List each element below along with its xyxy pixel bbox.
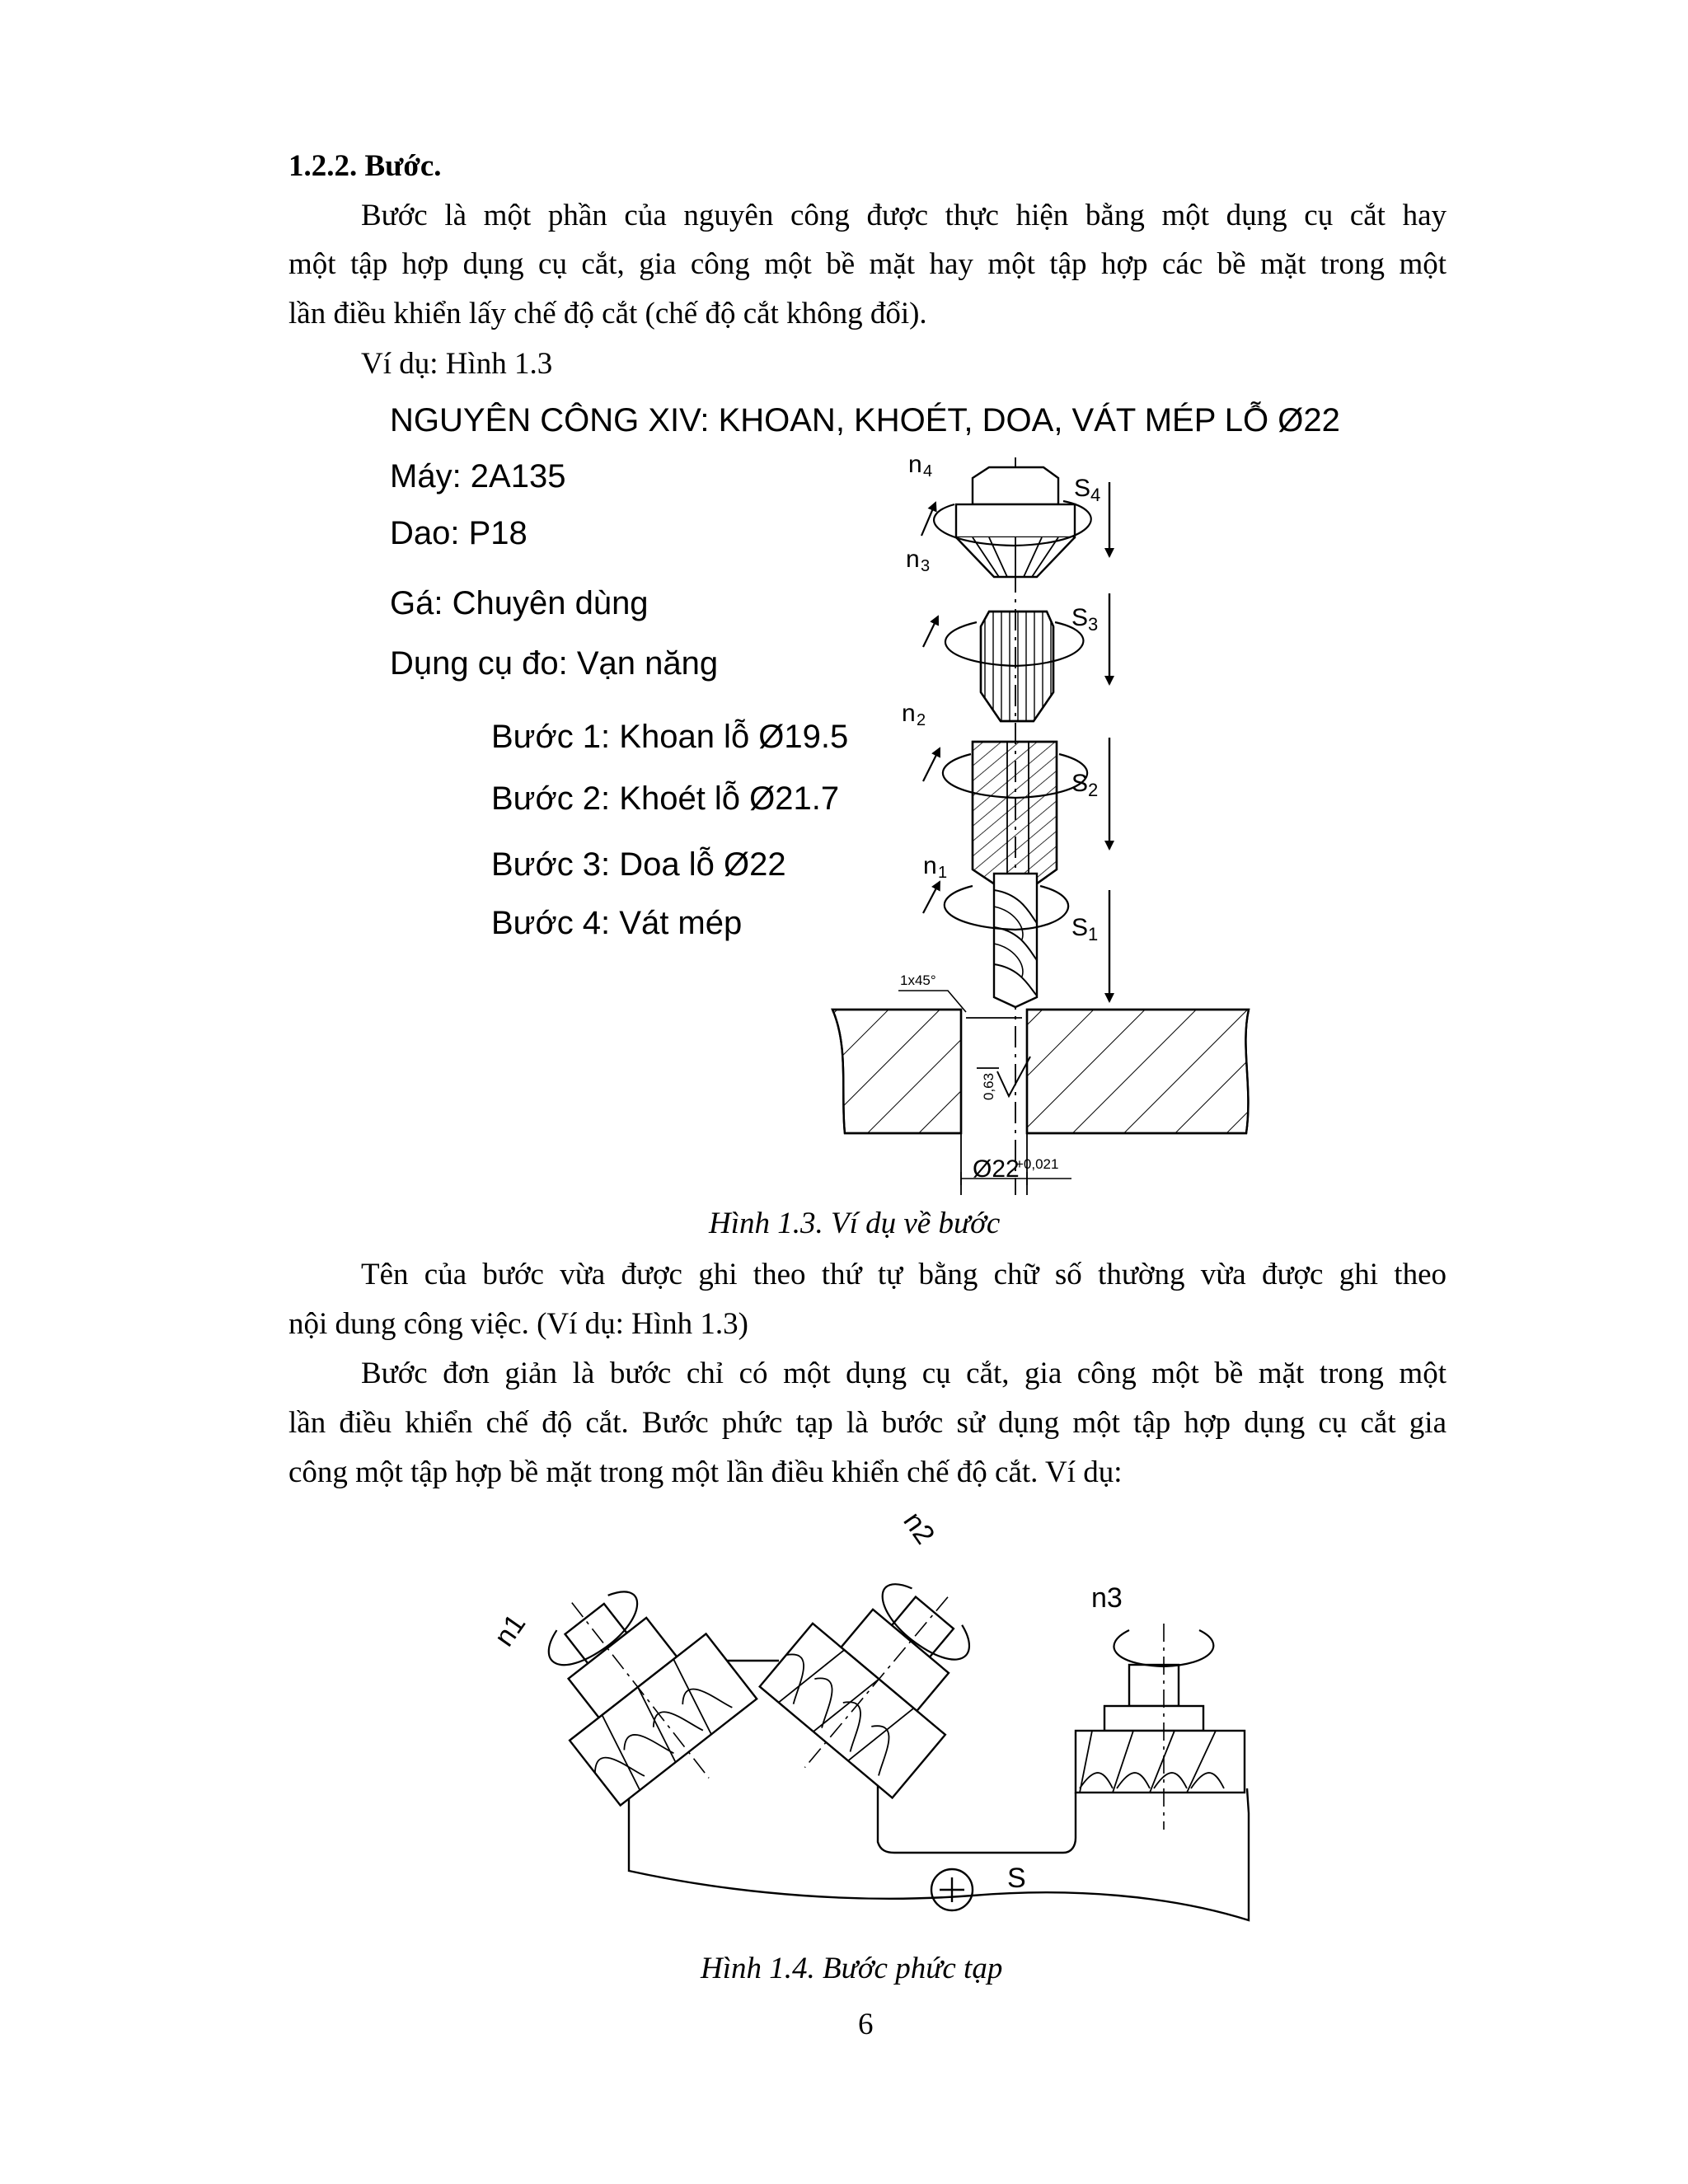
- twist-drill-tool: [994, 874, 1037, 1007]
- fixture-label: Gá: Chuyên dùng: [390, 585, 649, 621]
- label-n3: n: [906, 546, 920, 573]
- label-n4: n: [908, 451, 922, 478]
- label-s1: S: [1071, 914, 1089, 941]
- gauge-label: Dụng cụ đo: Vạn năng: [390, 645, 719, 682]
- step-4-label: Bước 4: Vát mép: [491, 905, 743, 941]
- paragraph-line: Tên của bước vừa được ghi theo thứ tự bằng chữ số thường vừa được ghi theo: [361, 1258, 1447, 1291]
- section-heading: 1.2.2. Bước.: [288, 149, 442, 183]
- operation-title: NGUYÊN CÔNG XIV: KHOAN, KHOÉT, DOA, VÁT MÉP LỖ Ø22: [390, 402, 1340, 438]
- core-drill-tool: [973, 742, 1057, 886]
- paragraph-line: công một tập hợp bề mặt trong một lần điều khiển chế độ cắt. Ví dụ:: [288, 1455, 1123, 1489]
- figure-1-4-drawing: [504, 1541, 1249, 1920]
- label-s3: S: [1071, 604, 1089, 631]
- step-3-label: Bước 3: Doa lỗ Ø22: [491, 846, 786, 883]
- tolerance-label: +0,021: [1015, 1156, 1059, 1172]
- diameter-label: Ø22: [973, 1155, 1020, 1183]
- tool-label: Dao: P18: [390, 515, 528, 551]
- label-s2: S: [1071, 770, 1089, 797]
- fig4-label-n1: n1: [488, 1608, 532, 1652]
- figure-1-3-drawing: [832, 457, 1249, 1195]
- fig4-label-n3: n3: [1091, 1582, 1123, 1614]
- label-n2: n: [902, 700, 916, 727]
- label-s4: S: [1074, 475, 1091, 502]
- label-s2-sub: 2: [1088, 780, 1099, 800]
- figure-1-4-caption: Hình 1.4. Bước phức tạp: [701, 1952, 1003, 1985]
- paragraph-line: lần điều khiển chế độ cắt. Bước phức tạp là bước sử dụng một tập hợp dụng cụ cắt gia: [288, 1406, 1447, 1440]
- paragraph-line: Bước là một phần của nguyên công được thực hiện bằng một dụng cụ cắt hay: [361, 199, 1447, 232]
- label-n4-sub: 4: [923, 462, 933, 480]
- figure-1-3-caption: Hình 1.3. Ví dụ về bước: [709, 1207, 1001, 1240]
- paragraph-line: lần điều khiển lấy chế độ cắt (chế độ cắt không đổi).: [288, 297, 927, 330]
- machine-label: Máy: 2A135: [390, 458, 566, 494]
- label-n3-sub: 3: [921, 557, 931, 575]
- label-n1-sub: 1: [938, 864, 948, 882]
- label-s4-sub: 4: [1090, 485, 1101, 505]
- label-n2-sub: 2: [917, 711, 926, 729]
- cutter-3: [1076, 1624, 1245, 1830]
- step-2-label: Bước 2: Khoét lỗ Ø21.7: [491, 780, 840, 817]
- paragraph-line: một tập hợp dụng cụ cắt, gia công một bề mặt hay một tập hợp các bề mặt trong một: [288, 247, 1447, 281]
- countersink-tool: [956, 467, 1075, 577]
- page-number: 6: [858, 2008, 874, 2041]
- label-s3-sub: 3: [1088, 614, 1099, 635]
- label-s1-sub: 1: [1088, 924, 1099, 944]
- example-line: Ví dụ: Hình 1.3: [361, 347, 553, 381]
- paragraph-line: nội dung công việc. (Ví dụ: Hình 1.3): [288, 1307, 748, 1341]
- cutter-1: [504, 1549, 777, 1831]
- roughness-label: 0,63: [981, 1072, 996, 1100]
- cutter-2: [738, 1541, 1014, 1823]
- chamfer-label: 1x45°: [900, 972, 936, 988]
- label-n1: n: [923, 852, 937, 879]
- fig4-label-s: S: [1007, 1863, 1026, 1894]
- fig4-label-n2: n2: [897, 1506, 941, 1550]
- step-1-label: Bước 1: Khoan lỗ Ø19.5: [491, 719, 849, 755]
- paragraph-line: Bước đơn giản là bước chỉ có một dụng cụ cắt, gia công một bề mặt trong một: [361, 1357, 1447, 1390]
